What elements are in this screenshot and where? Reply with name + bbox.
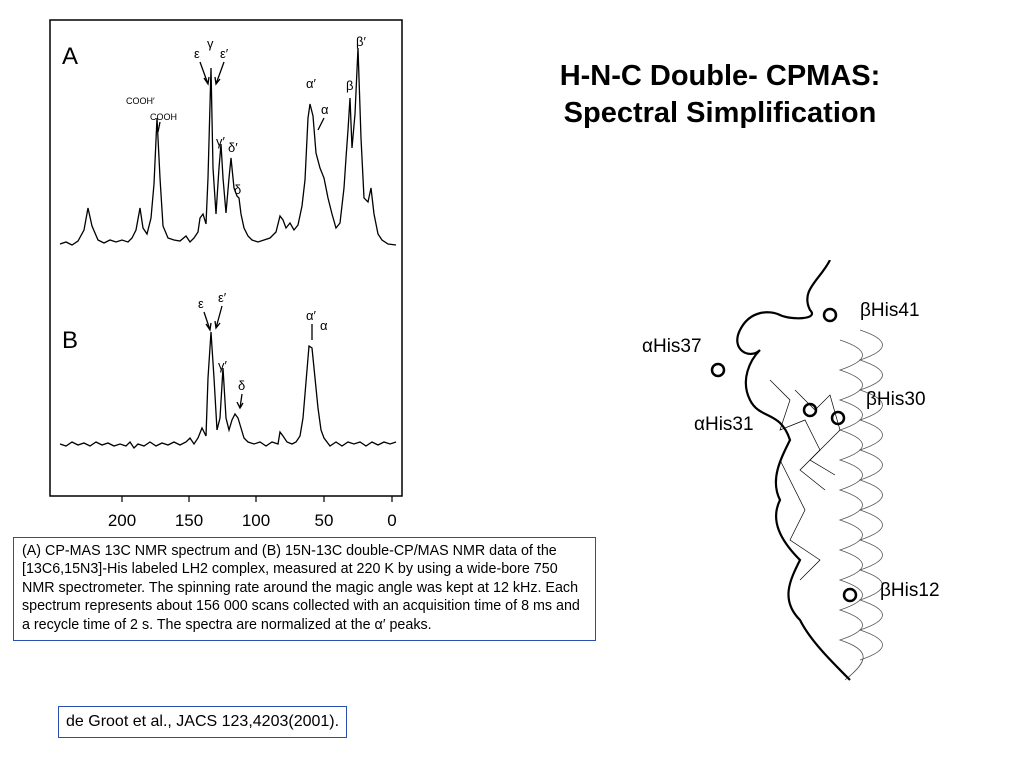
tick-label: 100: [241, 511, 271, 530]
spectrum-b-trace: [60, 332, 396, 448]
peak-label: ε: [198, 296, 204, 311]
peak-label: δ: [238, 378, 246, 393]
tick-label: 0: [387, 511, 397, 530]
tick-label: 200: [107, 511, 137, 530]
label-ahis31: αHis31: [694, 414, 754, 435]
panel-a-label: A: [62, 43, 79, 70]
peak-label: α: [321, 102, 329, 117]
label-bhis41: βHis41: [860, 300, 920, 321]
peak-label: γ′: [218, 358, 227, 373]
label-bhis30: βHis30: [866, 389, 926, 410]
label-bhis12: βHis12: [880, 580, 940, 601]
peak-label: ε′: [218, 290, 227, 305]
x-axis-tick-labels: [108, 511, 397, 530]
peak-label: γ′: [216, 134, 225, 149]
panel-a-peak-labels: [126, 34, 366, 197]
tick-label: 50: [314, 511, 334, 530]
peak-label: β: [346, 78, 354, 93]
panel-b-peak-labels: [198, 290, 328, 393]
peak-label: α′: [306, 76, 316, 91]
peak-label: COOH′: [126, 96, 155, 106]
peak-label: α′: [306, 308, 316, 323]
x-axis-ticks: [122, 496, 392, 502]
peak-label: δ: [234, 182, 242, 197]
peak-label: δ′: [228, 140, 238, 155]
protein-structure-image: [630, 260, 970, 700]
citation-reference: de Groot et al., JACS 123,4203(2001).: [58, 706, 347, 738]
peak-label: α: [320, 318, 328, 333]
peak-label: γ: [207, 36, 214, 51]
slide-title: [510, 58, 930, 132]
peak-label: COOH: [150, 112, 177, 122]
protein-labels: [642, 300, 940, 601]
panel-b-label: B: [62, 327, 79, 354]
peak-label: β′: [356, 34, 366, 49]
peak-label: ε′: [220, 46, 229, 61]
tick-label: 150: [174, 511, 204, 530]
protein-backbone: [737, 260, 850, 680]
panel-b-arrows: [204, 306, 312, 408]
label-ahis37: αHis37: [642, 336, 702, 357]
peak-label: ε: [194, 46, 200, 61]
nmr-spectrum-figure: [40, 18, 412, 538]
helix-ribbon: [840, 330, 883, 680]
panel-a-arrows: [158, 62, 324, 132]
figure-caption: (A) CP-MAS 13C NMR spectrum and (B) 15N-13C double-CP/MAS NMR data of the [13C6,15N3]-His labeled LH2 complex, measured at 220 K by using a wide-bore 750 NMR spectrometer. The spinning rate around the magic angle was kept at 12 kHz. Each spectrum represents about 156 000 scans collected with an acquisition time of 8 ms and a recycle time of 2 s. The spectra are normalized at the α′ peaks.: [13, 537, 596, 641]
title-line-1: H-N-C Double- CPMAS:: [559, 60, 881, 92]
title-line-2: Spectral Simplification: [563, 97, 877, 129]
